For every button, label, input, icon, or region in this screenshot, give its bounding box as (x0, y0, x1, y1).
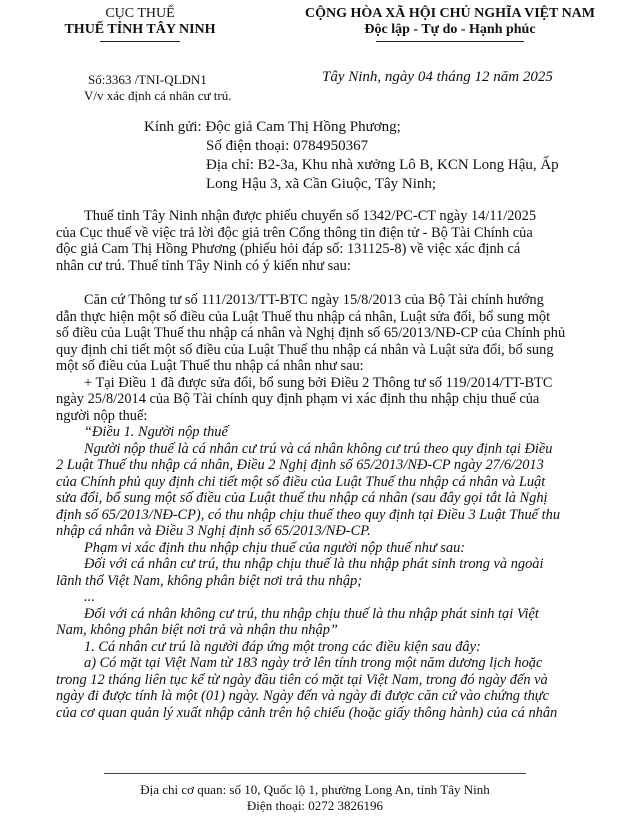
footer-phone: Điện thoại: 0272 3826196 (246, 798, 384, 813)
quoted-article: “Điều 1. Người nộp thuế Người nộp thuế là cá nhân cư trú và cá nhân không cư trú theo quy định tại Điều 2 Luật Thuế thu nhập cá nhân, Điều 2 Nghị định số 65/2013/NĐ-CP ngày 27/6/2013 của Chính phủ quy định chi tiết một số điều của Luật Thuế thu nhập cá nhân và Luật sửa đổi, bổ sung một số điều của Luật thuế thu nhập cá nhân (sau đây gọi tắt là Nghị định số 65/2013/NĐ-CP), có thu nhập chịu thuế theo quy định tại Điều 3 Luật Thuế thu nhập cá nhân và Điều 3 Nghị định số 65/2013/NĐ-CP. Phạm vi xác định thu nhập chịu thuế của người nộp thuế như sau: Đối với cá nhân cư trú, thu nhập chịu thuế là thu nhập phát sinh trong và ngoài lãnh thổ Việt Nam, không phân biệt nơi trả thu nhập; ... Đối với cá nhân không cư trú, thu nhập chịu thuế là thu nhập phát sinh tại Việt Nam, không phân biệt nơi trả và nhận thu nhập” 1. Cá nhân cư trú là người đáp ứng một trong các điều kiện sau đây: a) Có mặt tại Việt Nam từ 183 ngày trở lên tính trong một năm dương lịch hoặc trong 12 tháng liên tục kể từ ngày đầu tiên có mặt tại Việt Nam, trong đó ngày đến và ngày đi được tính là một (01) ngày. Ngày đến và ngày đi được căn cứ vào chứng thực của cơ quan quản lý xuất nhập cảnh trên hộ chiếu (hoặc giấy thông hành) của cá nhân (56, 424, 561, 721)
recipient-phone: Số điện thoại: 0784950367 (206, 138, 369, 154)
recipient-address-2: Long Hậu 3, xã Cần Giuộc, Tây Ninh; (206, 176, 437, 192)
document-subject: V/v xác định cá nhân cư trú. (84, 88, 232, 103)
footer-address: Địa chỉ cơ quan: số 10, Quốc lộ 1, phường Long An, tỉnh Tây Ninh (140, 782, 490, 797)
agency-name: THUẾ TỈNH TÂY NINH (64, 22, 216, 37)
recipient-address-1: Địa chỉ: B2-3a, Khu nhà xưởng Lô B, KCN Long Hậu, Ấp (206, 157, 559, 173)
national-title: CỘNG HÒA XÃ HỘI CHỦ NGHĨA VIỆT NAM (304, 6, 595, 21)
agency-parent: CỤC THUẾ (105, 6, 175, 21)
intro-paragraph: Thuế tỉnh Tây Ninh nhận được phiếu chuyển số 1342/PC-CT ngày 14/11/2025 của Cục thuế về việc trả lời độc giả trên Cổng thông tin điện tử - Bộ Tài Chính của độc giả Cam Thị Hồng Phương (phiếu hỏi đáp số: 131125-8) về việc xác định cá nhân cư trú. Thuế tỉnh Tây Ninh có ý kiến như sau: (56, 208, 537, 274)
document-number: Số:3363 /TNI-QLDN1 (88, 72, 207, 87)
recipient-line-1: Kính gửi: Độc giả Cam Thị Hồng Phương; (144, 119, 401, 135)
legal-basis: Căn cứ Thông tư số 111/2013/TT-BTC ngày 15/8/2013 của Bộ Tài chính hướng dẫn thực hiện một số điều của Luật Thuế thu nhập cá nhân, Luật sửa đổi, bổ sung một số điều của Luật Thuế thu nhập cá nhân và Nghị định số 65/2013/NĐ-CP của Chính phủ quy định chi tiết một số điều của Luật Thuế thu nhập cá nhân và Luật sửa đổi, bổ sung một số điều của Luật Thuế thu nhập cá nhân như sau: + Tại Điều 1 đã được sửa đổi, bổ sung bởi Điều 2 Thông tư số 119/2014/TT-BTC ngày 25/8/2014 của Bộ Tài chính quy định phạm vi xác định thu nhập chịu thuế của người nộp thuế: (56, 292, 566, 424)
national-motto: Độc lập - Tự do - Hạnh phúc (364, 22, 536, 37)
motto-underline (376, 41, 524, 42)
place-date: Tây Ninh, ngày 04 tháng 12 năm 2025 (322, 69, 553, 85)
footer-divider (104, 773, 526, 774)
agency-underline (100, 41, 180, 42)
